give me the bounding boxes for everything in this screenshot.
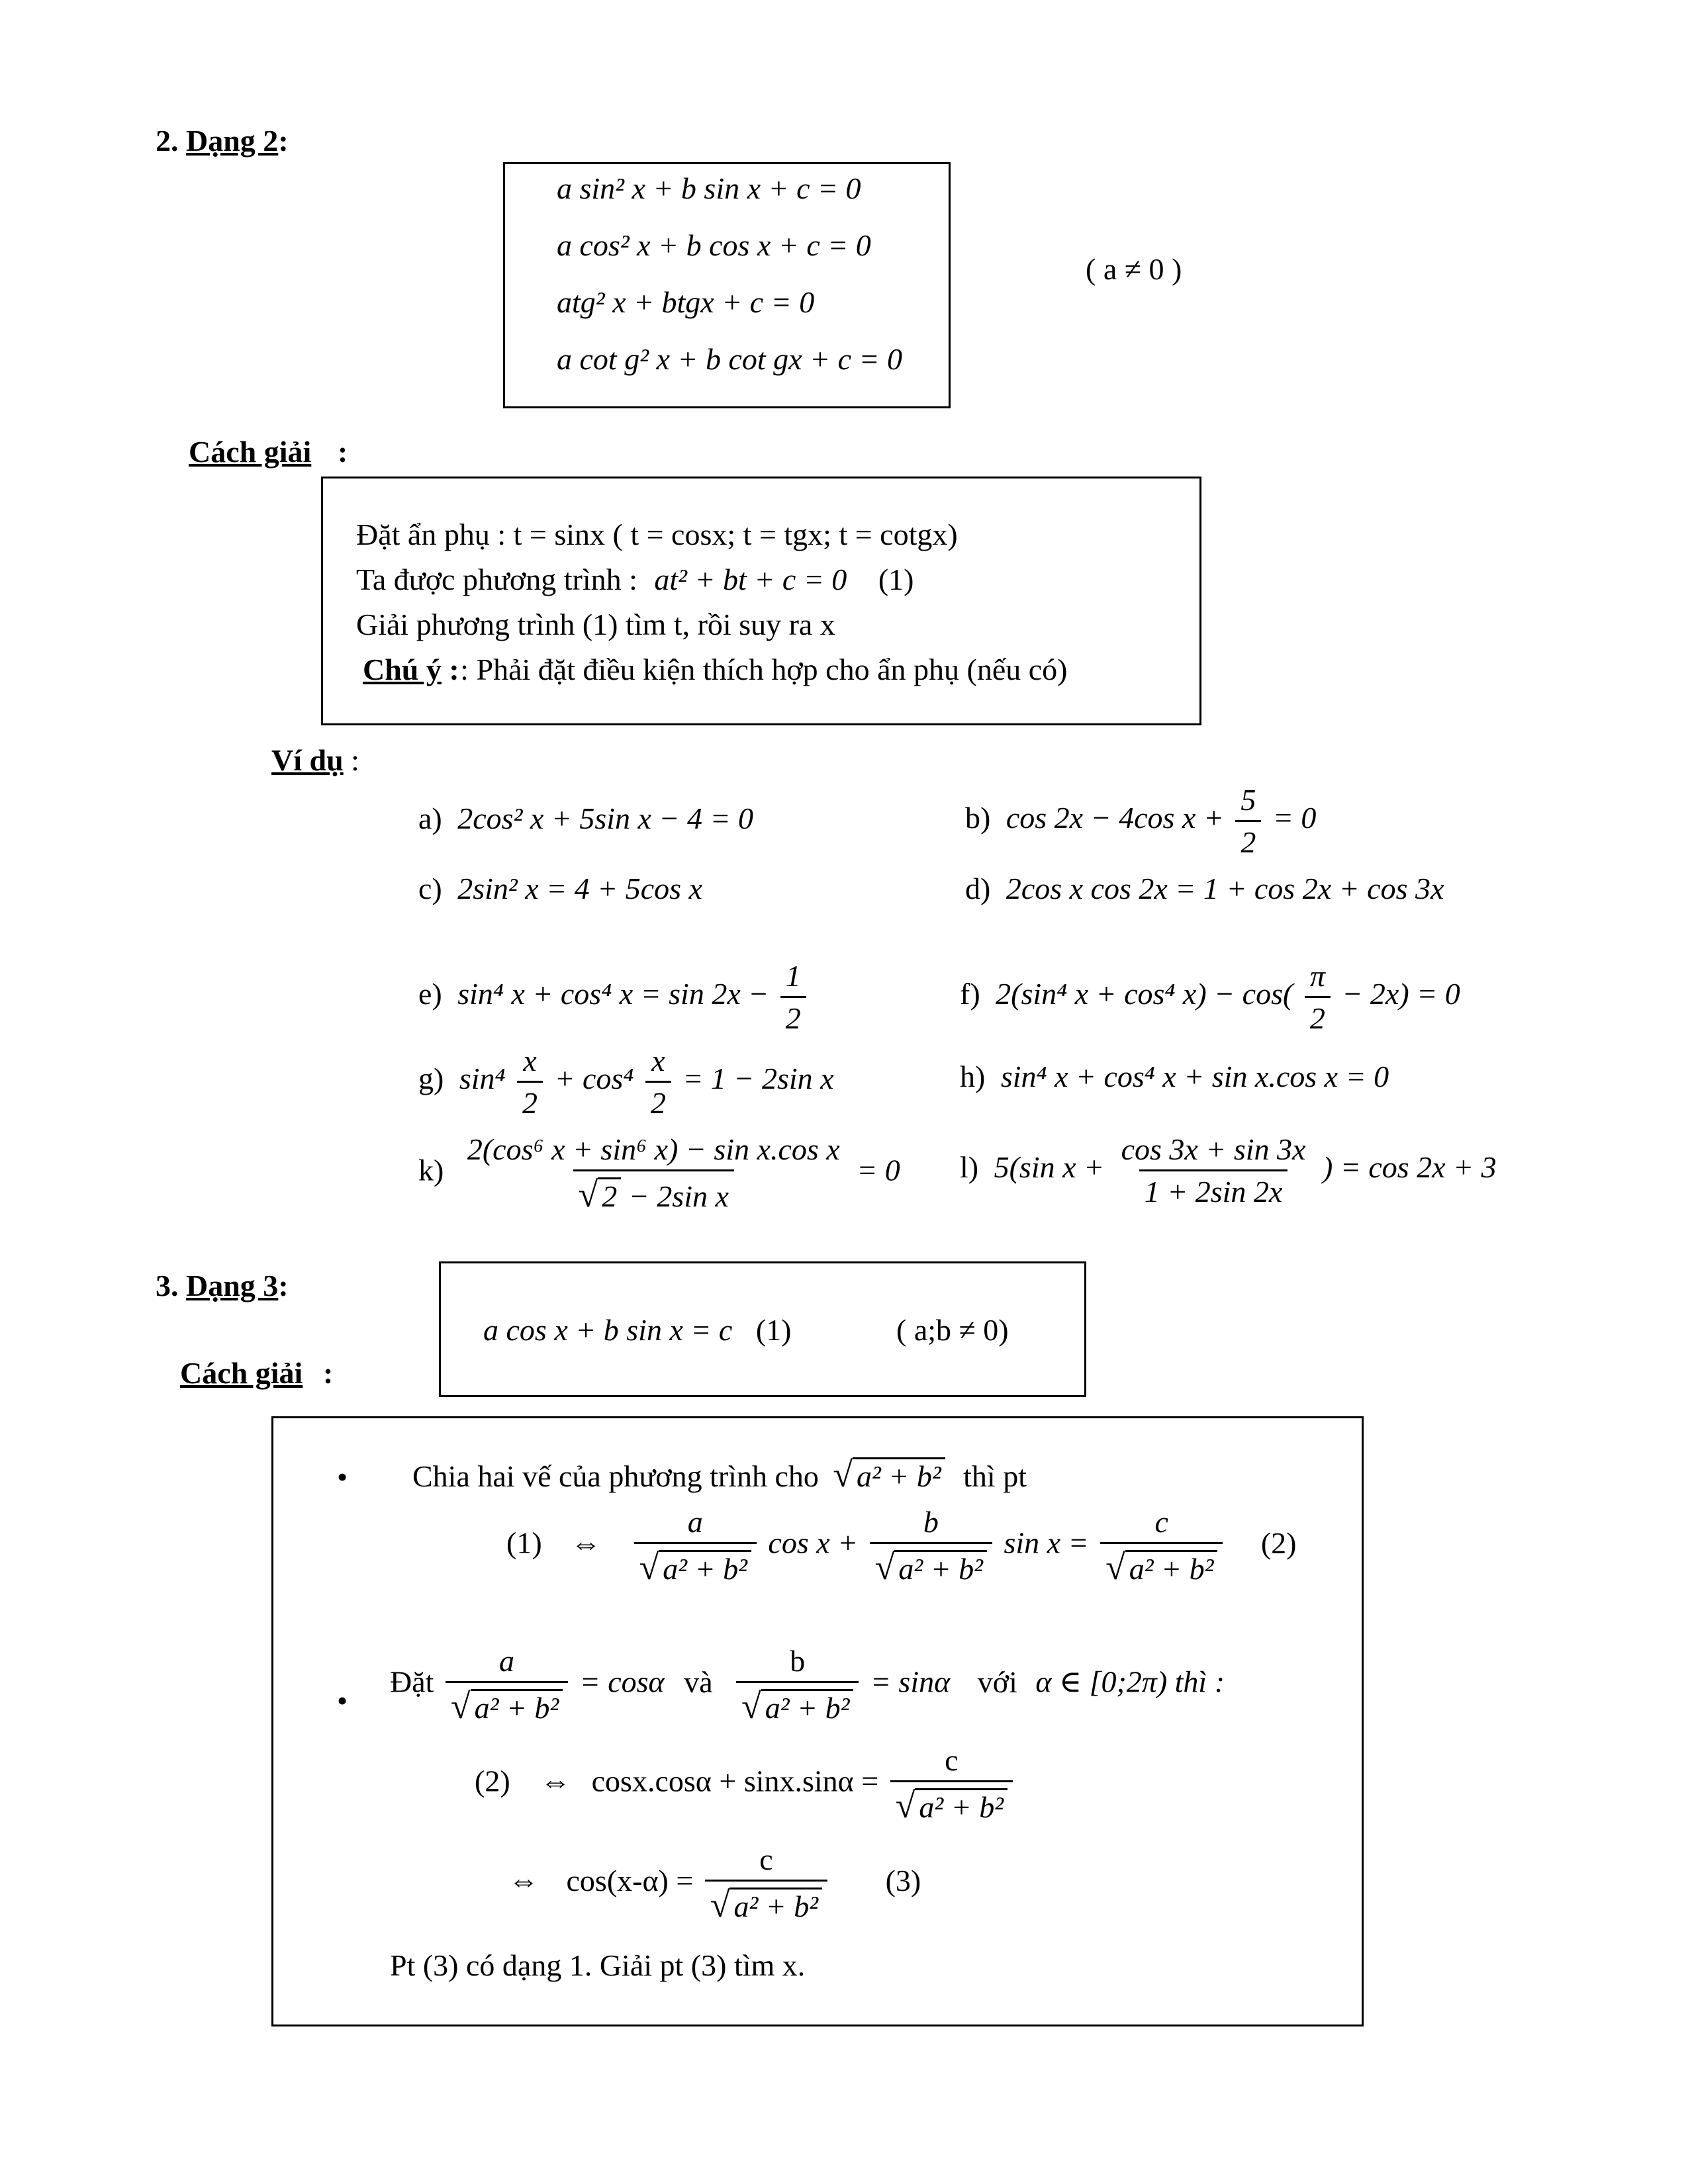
note-text: : Phải đặt điều kiện thích hợp cho ẩn phụ (nếu có) (460, 653, 1068, 686)
dang3-heading: 3. Dạng 3: (156, 1269, 289, 1302)
dang2-colon: : (278, 124, 289, 158)
example-l: l) 5(sin x + $\frac{\cos 3x + \sin 3x}{1 + 2\sin 2x}$ ) = cos 2x + 3 (960, 1132, 1497, 1208)
dang3-equation-box: a cos x + b sin x = c (1) ( a;b ≠ 0) (439, 1261, 1086, 1397)
dang2-eq1: a sin² x + b sin x + c = 0 (557, 171, 861, 205)
note-label: Chú ý (363, 653, 442, 686)
equation-4-line: ⇔ cos(x-α) = $\frac{c}{\text{√ a² + b²}}$ (3) (508, 1843, 921, 1925)
dang2-eq2: a cos² x + b cos x + c = 0 (557, 228, 871, 262)
dang2-condition: ( a ≠ 0 ) (1086, 252, 1182, 286)
example-heading: Ví dụ : (271, 743, 359, 777)
dang3-eq: a cos x + b sin x = c (483, 1313, 733, 1347)
example-e: e) sin⁴ x + cos⁴ x = sin 2x − $\frac{1}{2}$ (418, 958, 810, 1036)
example-h: h) sin⁴ x + cos⁴ x + sin x.cos x = 0 (960, 1060, 1389, 1093)
method-line3: Giải phương trình (1) tìm t, rồi suy ra x (356, 608, 835, 641)
bullet-1: • (337, 1460, 348, 1494)
example-c: c) 2sin² x = 4 + 5cos x (418, 872, 702, 905)
equation-3-line: (2) ⇔ cosx.cosα + sinx.sinα = $\frac{c}{\text{√ a² + b²}}$ (475, 1743, 1017, 1826)
dang3-number: 3. (156, 1269, 179, 1302)
example-b: b) cos 2x − 4cos x + $\frac{5}{2}$ = 0 (965, 783, 1317, 859)
example-a: a) 2cos² x + 5sin x − 4 = 0 (418, 801, 753, 835)
method-line2: Ta được phương trình : at² + bt + c = 0 (1) (356, 563, 914, 596)
dang2-method-title: Cách giải (189, 435, 312, 469)
dang2-equation-box (503, 162, 951, 408)
dang3-final: Pt (3) có dạng 1. Giải pt (3) tìm x. (390, 1948, 806, 1982)
bullet-2: • (337, 1684, 348, 1717)
method-note: Chú ý : : Phải đặt điều kiện thích hợp cho ẩn phụ (nếu có) (363, 653, 1068, 686)
dang2-method-box (321, 477, 1201, 725)
bullet1-line: Chia hai vế của phương trình cho √ a² + b² thì pt (412, 1455, 1027, 1494)
dang3-condition: ( a;b ≠ 0) (896, 1313, 1009, 1347)
dang2-number: 2. (156, 124, 179, 158)
dang3-title: Dạng 3 (186, 1269, 279, 1302)
example-k: k) $\frac{\text{2(cos⁶ x + sin⁶ x) − sin x.cos x}}{\text{√ 2 − 2sin x}}$ = 0 (418, 1132, 900, 1214)
dang2-heading (156, 123, 289, 158)
example-d: d) 2cos x cos 2x = 1 + cos 2x + cos 3x (965, 872, 1444, 905)
method-line1: Đặt ẩn phụ : t = sinx ( t = cosx; t = tgx; t = cotgx) (356, 518, 958, 551)
example-f: f) 2(sin⁴ x + cos⁴ x) − cos( $\frac{\pi}{2}$ − 2x) = 0 (960, 959, 1460, 1035)
dang3-method-box (271, 1416, 1364, 2026)
dang3-method-title: Cách giải (180, 1356, 303, 1390)
dang2-eq4: a cot g² x + b cot gx + c = 0 (557, 342, 903, 376)
example-title: Ví dụ (271, 743, 344, 777)
method-line2-eq: at² + bt + c = 0 (654, 563, 847, 596)
bullet2-line: Đặt $\frac{a}{\text{√ a² + b²}}$ = cosα và $\frac{b}{\text{√ a² + b²}}$ = sinα với α ∈ [0;2π) thì : (390, 1644, 1225, 1726)
example-g: g) sin⁴ $\frac{x}{2}$ + cos⁴ $\frac{x}{2}$ = 1 − 2sin x (418, 1044, 834, 1120)
dang2-title: Dạng 2 (186, 124, 279, 158)
equation-2-line: (1) ⇔ $\frac{a}{\text{√ a² + b²}}$ cos x + $\frac{b}{\text{√ a² + b²}}$ sin x = $\frac{c}{\text{√ a² + b²}}$ (2) (506, 1505, 1297, 1587)
dang2-eq3: atg² x + btgx + c = 0 (557, 285, 815, 319)
